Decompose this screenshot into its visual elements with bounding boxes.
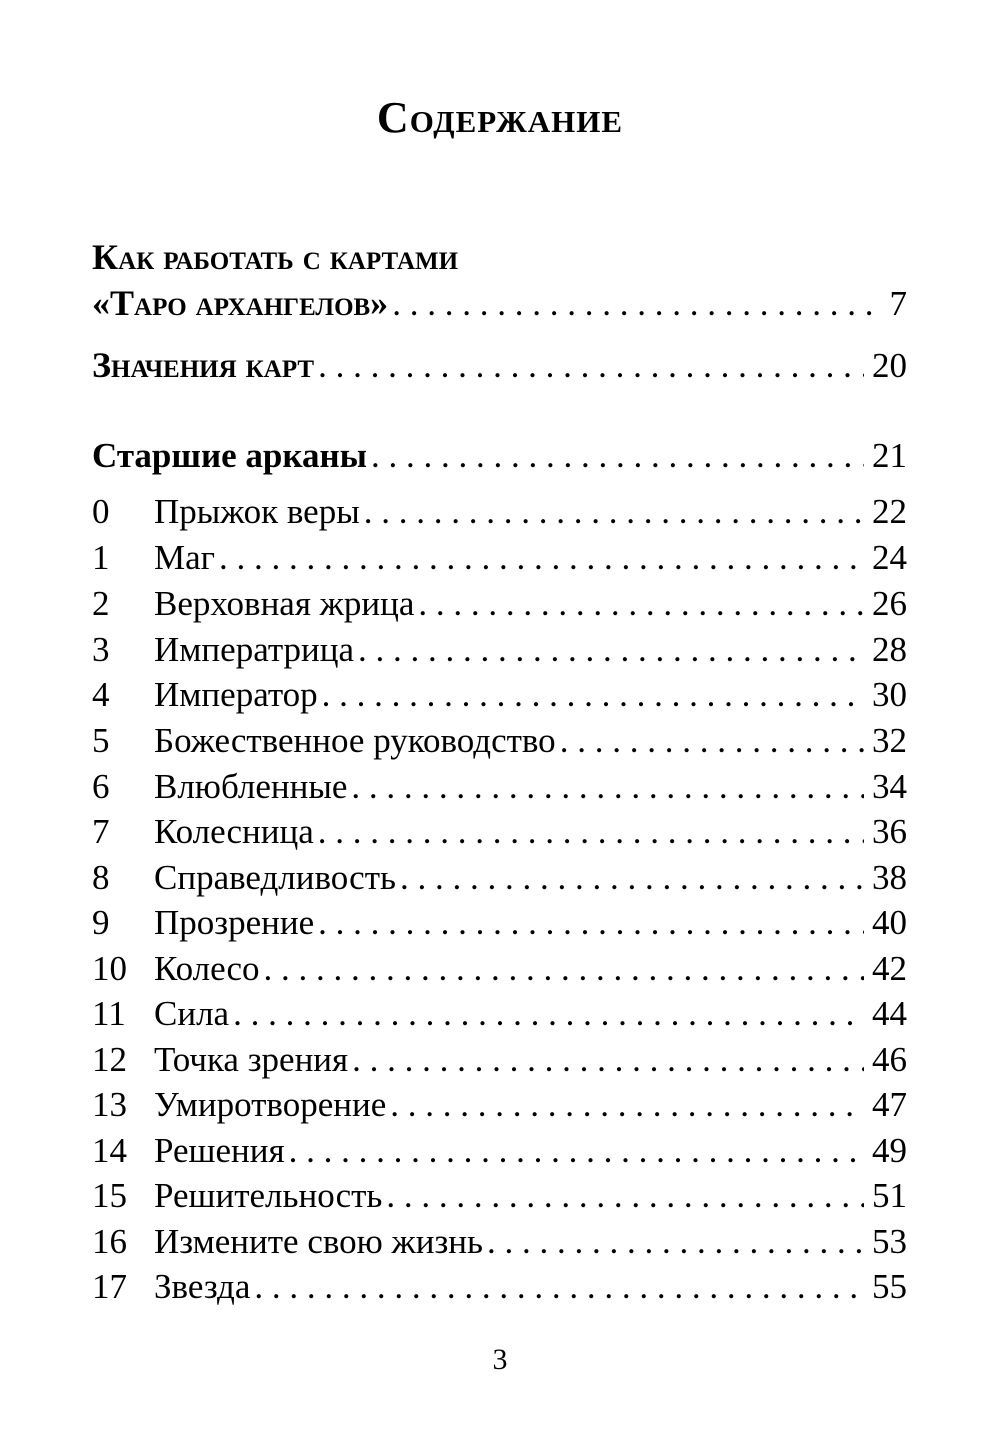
card-title: Сила — [154, 994, 230, 1033]
card-number: 15 — [92, 1176, 127, 1215]
card-title: Умиротворение — [154, 1085, 387, 1124]
toc-entry-row[interactable] — [92, 1128, 907, 1174]
toc-page-number: 34 — [872, 767, 907, 806]
dot-leader — [487, 1219, 864, 1265]
card-number: 11 — [92, 994, 126, 1033]
card-number: 8 — [92, 858, 110, 897]
toc-page-number: 55 — [872, 1267, 907, 1306]
card-title: Император — [154, 675, 318, 714]
toc-entry-row[interactable] — [92, 672, 907, 718]
toc-page-number: 46 — [872, 1040, 907, 1079]
toc-page-number: 24 — [872, 538, 907, 577]
toc-page-number: 47 — [872, 1085, 907, 1124]
card-number: 16 — [92, 1222, 127, 1261]
toc-entry-row[interactable] — [92, 1219, 907, 1265]
card-title: Колесо — [154, 949, 260, 988]
dot-leader — [352, 1037, 864, 1083]
toc-entry-row[interactable] — [92, 1082, 907, 1128]
card-title: Прозрение — [154, 903, 315, 942]
card-number: 4 — [92, 675, 110, 714]
card-number: 14 — [92, 1131, 127, 1170]
toc-page-number: 22 — [872, 492, 907, 531]
dot-leader — [318, 809, 864, 855]
card-number: 6 — [92, 767, 110, 806]
toc-entry-row[interactable] — [92, 718, 907, 764]
toc-meanings-row[interactable] — [92, 342, 907, 388]
dot-leader — [371, 433, 864, 479]
toc-page-number: 7 — [889, 284, 907, 323]
card-number: 17 — [92, 1267, 127, 1306]
toc-intro-row[interactable] — [92, 280, 907, 326]
toc-entry-row[interactable] — [92, 581, 907, 627]
card-number: 3 — [92, 630, 110, 669]
toc-page-number: 26 — [872, 584, 907, 623]
toc-entry-row[interactable] — [92, 809, 907, 855]
dot-leader — [392, 281, 881, 327]
toc-major-arcana-row[interactable] — [92, 433, 907, 479]
toc-intro-title-line2: «Таро архангелов» — [92, 283, 389, 323]
toc-page-number: 32 — [872, 721, 907, 760]
toc-page-number: 28 — [872, 630, 907, 669]
toc-meanings-title: Значения карт — [92, 345, 315, 385]
dot-leader — [364, 489, 864, 535]
card-number: 5 — [92, 721, 110, 760]
toc-page-number: 20 — [872, 346, 907, 385]
dot-leader — [386, 1173, 864, 1219]
toc-page-number: 51 — [872, 1176, 907, 1215]
dot-leader — [289, 1128, 864, 1174]
toc-page-number: 40 — [872, 903, 907, 942]
card-title: Божественное руководство — [154, 721, 556, 760]
card-title: Решения — [154, 1131, 285, 1170]
dot-leader — [318, 900, 864, 946]
toc-entry-row[interactable] — [92, 991, 907, 1037]
dot-leader — [390, 1082, 864, 1128]
card-title: Решительность — [154, 1176, 383, 1215]
toc-page-number: 30 — [872, 675, 907, 714]
toc-entry-row[interactable] — [92, 946, 907, 992]
card-title: Звезда — [154, 1267, 251, 1306]
page-title: Содержание — [376, 93, 624, 142]
card-number: 10 — [92, 949, 127, 988]
card-number: 2 — [92, 584, 110, 623]
dot-leader — [322, 672, 864, 718]
dot-leader — [418, 581, 864, 627]
folio-page-number: 3 — [492, 1343, 508, 1376]
toc-entry-row[interactable] — [92, 627, 907, 673]
card-number: 1 — [92, 538, 110, 577]
dot-leader — [560, 718, 864, 764]
toc-page-number: 53 — [872, 1222, 907, 1261]
card-title: Прыжок веры — [154, 492, 360, 531]
toc-entry-row[interactable] — [92, 855, 907, 901]
toc-entry-row[interactable] — [92, 1264, 907, 1310]
toc-entry-row[interactable] — [92, 1173, 907, 1219]
card-number: 0 — [92, 492, 110, 531]
dot-leader — [233, 991, 864, 1037]
card-number: 7 — [92, 812, 110, 851]
toc-page-number: 44 — [872, 994, 907, 1033]
dot-leader — [219, 535, 864, 581]
dot-leader — [358, 627, 864, 673]
card-title: Измените свою жизнь — [154, 1222, 483, 1261]
dot-leader — [264, 946, 864, 992]
toc-page-number: 21 — [872, 436, 907, 475]
card-title: Императрица — [154, 630, 355, 669]
toc-entry-row[interactable] — [92, 764, 907, 810]
card-number: 13 — [92, 1085, 127, 1124]
dot-leader — [318, 343, 864, 389]
toc-entry-row[interactable] — [92, 900, 907, 946]
card-title: Маг — [154, 538, 216, 577]
card-title: Влюбленные — [154, 767, 348, 806]
toc-page-number: 38 — [872, 858, 907, 897]
toc-entry-row[interactable] — [92, 535, 907, 581]
toc-page-number: 36 — [872, 812, 907, 851]
card-title: Верховная жрица — [154, 584, 415, 623]
dot-leader — [351, 764, 864, 810]
toc-page-number: 49 — [872, 1131, 907, 1170]
toc-major-arcana-title: Старшие арканы — [92, 436, 367, 475]
dot-leader — [400, 855, 864, 901]
card-title: Колесница — [154, 812, 314, 851]
toc-entry-row[interactable] — [92, 1037, 907, 1083]
card-title: Точка зрения — [154, 1040, 349, 1079]
toc-intro-title-line1: Как работать с картами — [92, 237, 459, 277]
card-number: 9 — [92, 903, 110, 942]
toc-page-number: 42 — [872, 949, 907, 988]
card-title: Справедливость — [154, 858, 396, 897]
toc-entry-row[interactable] — [92, 489, 907, 535]
card-number: 12 — [92, 1040, 127, 1079]
dot-leader — [254, 1264, 864, 1310]
